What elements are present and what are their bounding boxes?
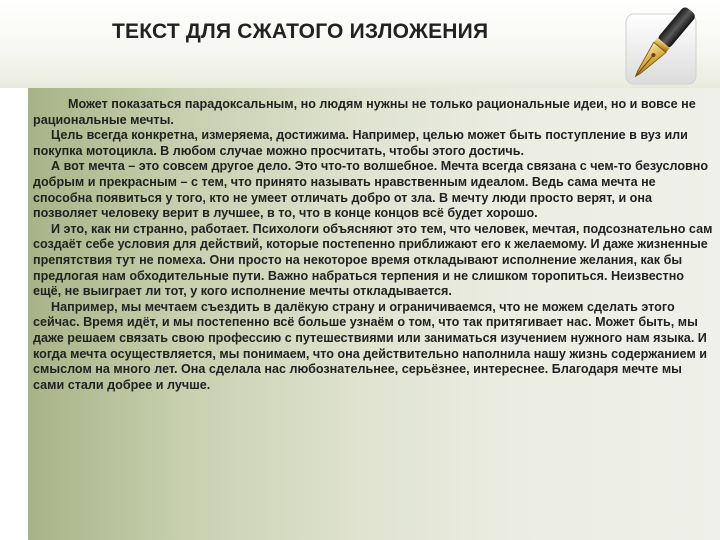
- slide-title: ТЕКСТ ДЛЯ СЖАТОГО ИЗЛОЖЕНИЯ: [112, 20, 489, 43]
- paragraph-2: Цель всегда конкретна, измеряема, достижима. Например, целью может быть поступление в вуз или покупка мотоцикла. В любом случае можно просчитать, чтобы этого достичь.: [33, 128, 688, 158]
- paragraph-3: А вот мечта – это совсем другое дело. Это что-то волшебное. Мечта всегда связана с чем-то безусловно добрым и прекрасным – с тем, что принято называть нравственным идеалом. Ведь сама мечта не способна появиться у того, кто не умеет отличать добро от зла. В мечту люди просто верят, и она позволяет человеку верит в лучшее, в то, что в конце концов всё будет хорошо.: [33, 159, 709, 221]
- paragraph-5: Например, мы мечтаем съездить в далёкую страну и ограничиваемся, что не можем сделать этого сейчас. Время идёт, и мы постепенно всё больше узнаём о том, что так притягивает нас. Может быть, мы даже решаем связать свою профессию с путешествиями или заниматься изучением нужного нам языка. И когда мечта осуществляется, мы понимаем, что она действительно наполнила нашу жизнь содержанием и смыслом на много лет. Она сделала нас любознательнее, серьёзнее, интереснее. Благодаря мечте мы сами стали добрее и лучше.: [33, 299, 708, 392]
- slide-header: [0, 0, 720, 88]
- paragraph-4: И это, как ни странно, работает. Психологи объясняют это тем, что человек, мечтая, подсознательно сам создаёт себе условия для действий, которые постепенно приближают его к желаемому. И даже жизненные препятствия тут не помеха. Они просто на некоторое время откладывают исполнение желания, как бы предлогая нам обходительные пути. Важно набраться терпения и не слишком торопиться. Неизвестно ещё, не выиграет ли тот, у кого исполнение мечты откладывается.: [33, 221, 713, 299]
- fountain-pen-nib-icon: [600, 4, 712, 100]
- text-body: [33, 97, 713, 393]
- paragraph-1: Может показаться парадоксальным, но людям нужны не только рациональные идеи, но и вовсе не рациональные мечты.: [33, 97, 696, 127]
